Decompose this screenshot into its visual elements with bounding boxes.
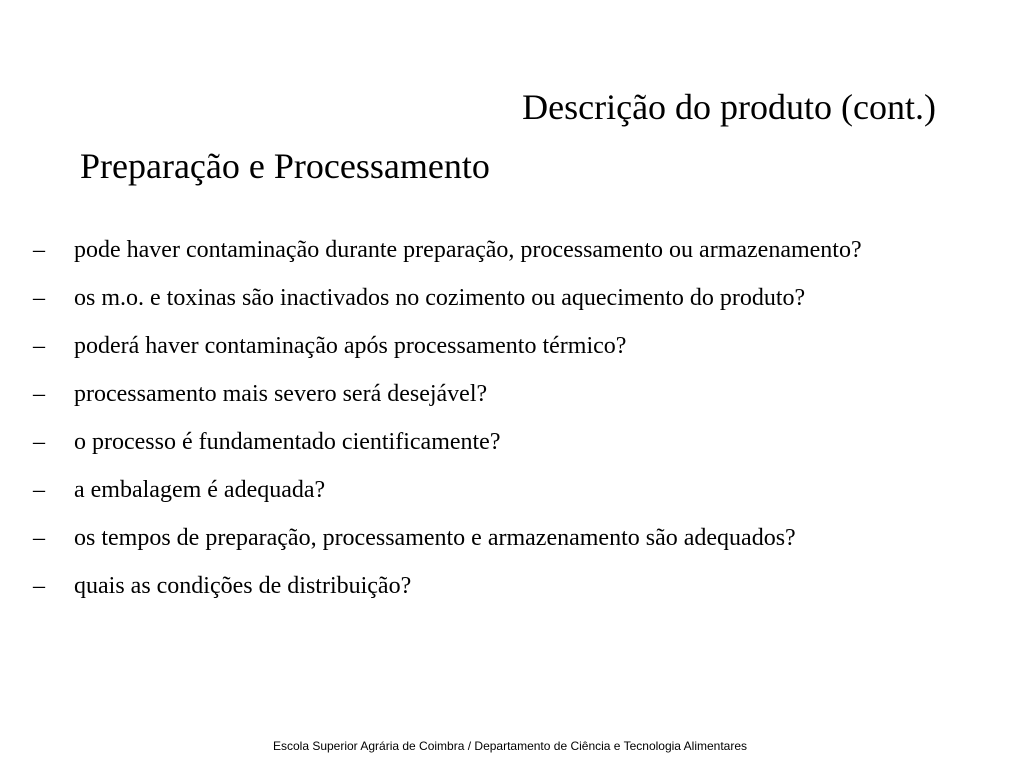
bullet-dash: – bbox=[33, 333, 45, 359]
bullet-text: quais as condições de distribuição? bbox=[74, 573, 412, 599]
bullet-item bbox=[0, 230, 1000, 270]
bullet-text: poderá haver contaminação após processamento térmico? bbox=[74, 333, 627, 359]
footer-text: Escola Superior Agrária de Coimbra / Departamento de Ciência e Tecnologia Alimentares bbox=[272, 739, 748, 753]
bullet-text: os tempos de preparação, processamento e armazenamento são adequados? bbox=[74, 525, 796, 551]
bullet-dash: – bbox=[33, 429, 45, 455]
slide-footer bbox=[0, 738, 1024, 754]
bullet-text: a embalagem é adequada? bbox=[74, 477, 326, 503]
bullet-text: os m.o. e toxinas são inactivados no cozimento ou aquecimento do produto? bbox=[74, 285, 806, 311]
bullet-item bbox=[0, 470, 1000, 510]
bullet-item bbox=[0, 422, 1000, 462]
bullet-dash: – bbox=[33, 237, 45, 263]
bullet-text: processamento mais severo será desejável? bbox=[74, 381, 488, 407]
bullet-list bbox=[0, 230, 1000, 614]
bullet-dash: – bbox=[33, 381, 45, 407]
bullet-item bbox=[0, 518, 1000, 558]
bullet-item bbox=[0, 374, 1000, 414]
bullet-dash: – bbox=[33, 477, 45, 503]
bullet-dash: – bbox=[33, 525, 45, 551]
bullet-item bbox=[0, 566, 1000, 606]
slide-title: Descrição do produto (cont.) bbox=[522, 87, 936, 127]
bullet-dash: – bbox=[33, 285, 45, 311]
bullet-text: pode haver contaminação durante preparação, processamento ou armazenamento? bbox=[74, 237, 862, 263]
bullet-dash: – bbox=[33, 573, 45, 599]
bullet-text: o processo é fundamentado cientificamente? bbox=[74, 429, 501, 455]
slide-subtitle: Preparação e Processamento bbox=[80, 146, 490, 186]
bullet-item bbox=[0, 278, 1000, 318]
bullet-item bbox=[0, 326, 1000, 366]
